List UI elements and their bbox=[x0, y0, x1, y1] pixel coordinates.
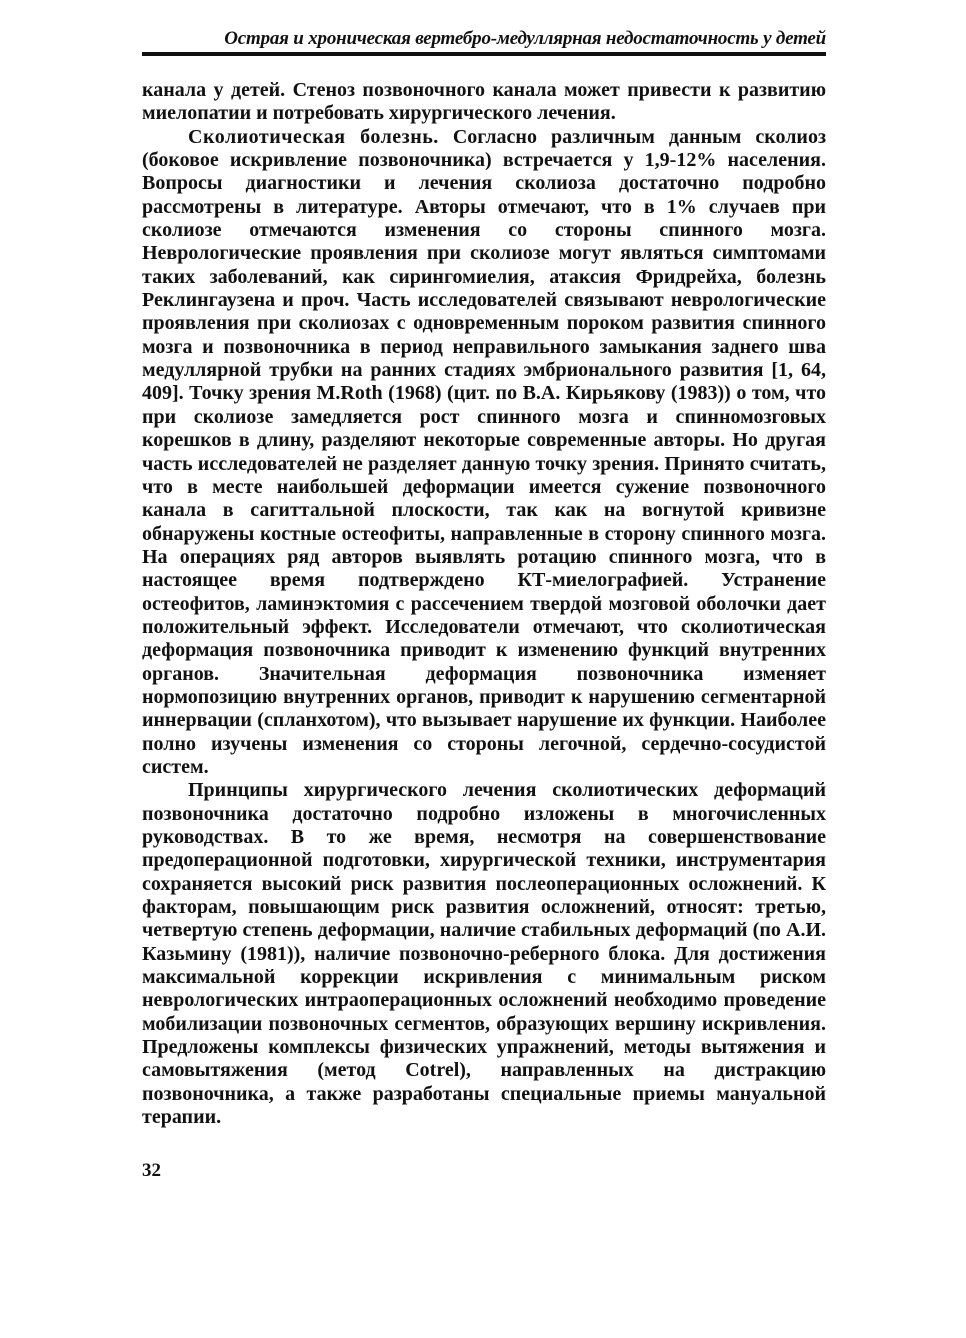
page-number: 32 bbox=[142, 1160, 161, 1181]
header-rule bbox=[142, 52, 826, 56]
running-header: Острая и хроническая вертебро-медуллярная недостаточность у детей bbox=[224, 28, 826, 49]
paragraph-text: Согласно различным данным сколиоз (боковое искривление позвоночника) встречается у 1,9-12% населения. Вопросы диагностики и лечения сколиоза достаточно подробно рассмотрены в литературе. Авторы отмечают, что в 1% случаев при сколиозе отмечаются изменения со стороны спинного мозга. Неврологические проявления при сколиозе могут являться симптомами таких заболеваний, как сирингомиелия, атаксия Фридрейха, болезнь Реклингаузена и проч. Часть исследователей связывают неврологические проявления при сколиозах с одновременным пороком развития спинного мозга и позвоночника в период неправильного замыкания заднего шва медуллярной трубки на ранних стадиях эмбрионального развития [1, 64, 409]. Точку зрения M.Roth (1968) (цит. по В.А. Кирьякову (1983)) о том, что при сколиозе замедляется рост спинного мозга и спинномозговых корешков в длину, разделяют некоторые современные авторы. Но другая часть исследователей не разделяет данную точку зрения. Принято считать, что в месте наибольшей деформации имеется сужение позвоночного канала в сагиттальной плоскости, так как на вогнутой кривизне обнаружены костные остеофиты, направленные в сторону спинного мозга. На операциях ряд авторов выявлять ротацию спинного мозга, что в настоящее время подтверждено КТ-миелографией. Устранение остеофитов, ламинэктомия с рассечением твердой мозговой оболочки дает положительный эффект. Исследователи отмечают, что сколиотическая деформация позвоночника приводит к изменению функций внутренних органов. Значительная деформация позвоночника изменяет нормопозицию внутренних органов, приводит к нарушению сегментарной иннервации (спланхотом), что вызывает нарушение их функции. Наиболее полно изучены изменения со стороны легочной, сердечно-сосудистой систем. bbox=[142, 125, 826, 778]
paragraph-surgical-principles: Принципы хирургического лечения сколиотических деформаций позвоночника достаточно подробно изложены в многочисленных руководствах. В то же время, несмотря на совершенствование предоперационной подготовки, хирургической техники, инструментария сохраняется высокий риск развития послеоперационных осложнений. К факторам, повышающим риск развития осложнений, относят: третью, четвертую степень деформации, наличие стабильных деформаций (по А.И. Казьмину (1981)), наличие позвоночно-реберного блока. Для достижения максимальной коррекции искривления с минимальным риском неврологических интраоперационных осложнений необходимо проведение мобилизации позвоночных сегментов, образующих вершину искривления. Предложены комплексы физических упражнений, методы вытяжения и самовытяжения (метод Cotrel), направленных на дистракцию позвоночника, а также разработаны специальные приемы мануальной терапии. bbox=[142, 779, 826, 1129]
paragraph-heading: Сколиотическая болезнь. bbox=[188, 125, 439, 148]
body-text bbox=[142, 79, 826, 1129]
paragraph-scoliosis bbox=[142, 126, 826, 780]
paragraph-continuation: канала у детей. Стеноз позвоночного канала может привести к развитию миелопатии и потребовать хирургического лечения. bbox=[142, 79, 826, 125]
